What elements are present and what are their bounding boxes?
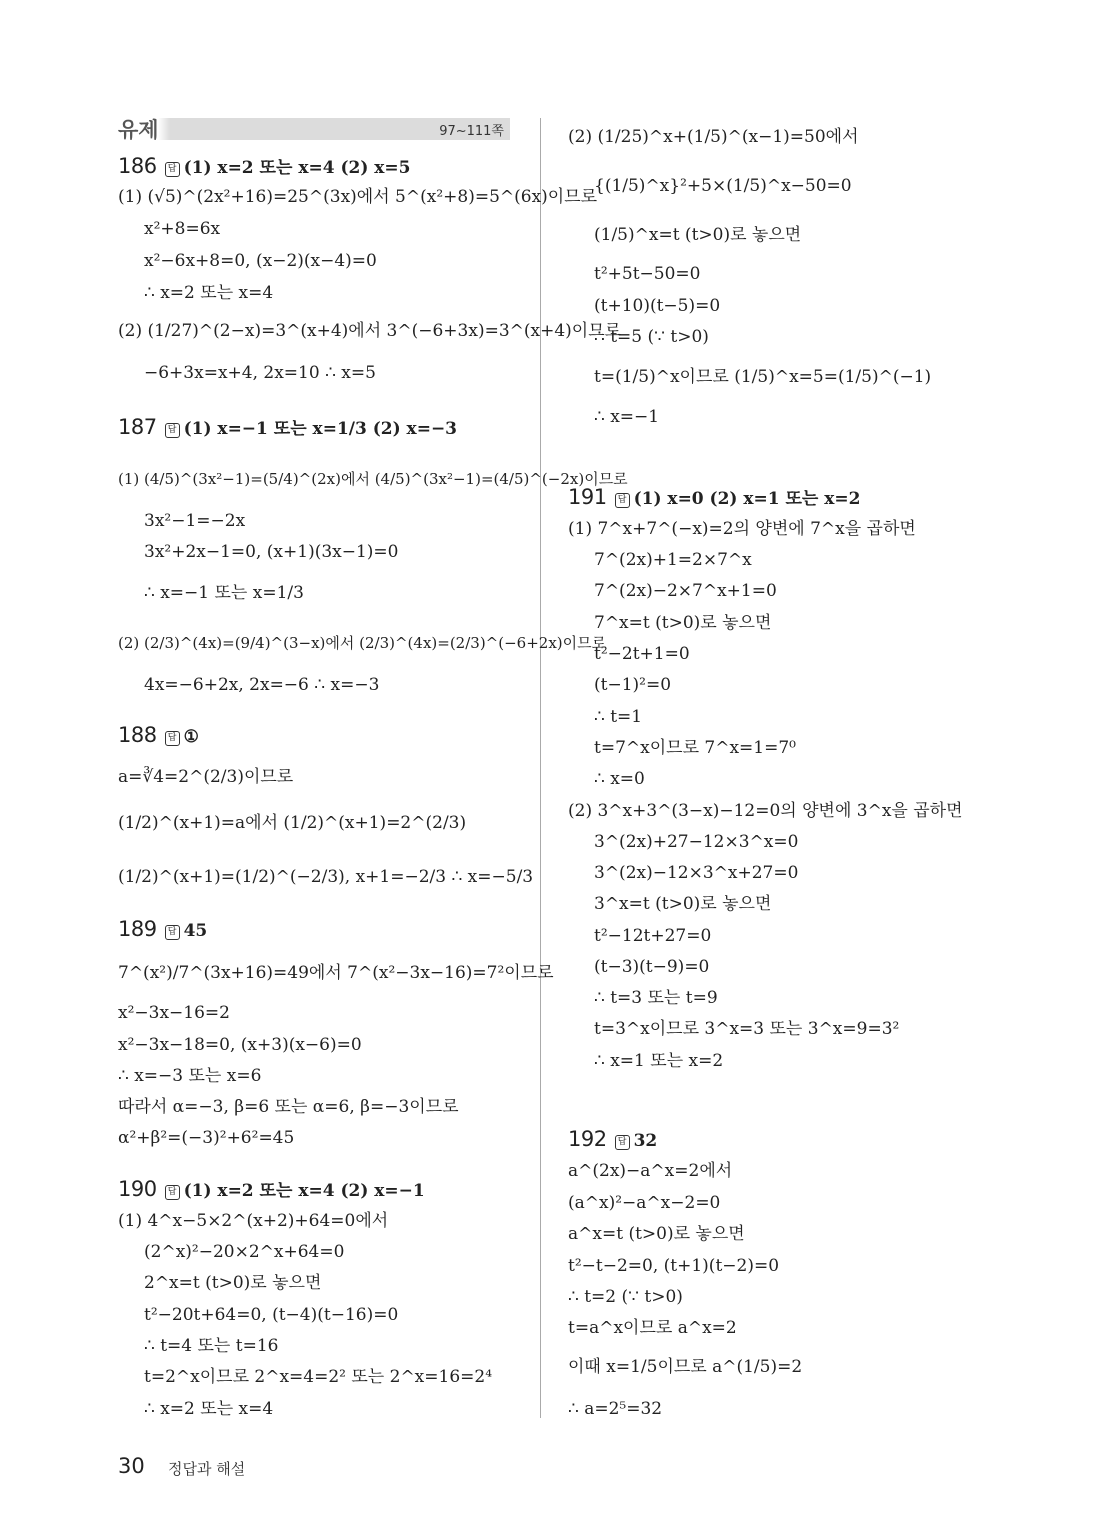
solution-line: ∴ t=2 (∵ t>0) [568,1287,683,1307]
problem-number: 192 [568,1127,607,1151]
answer-badge: 답 [615,493,630,508]
solution-line: −6+3x=x+4, 2x=10 ∴ x=5 [144,363,376,383]
solution-line: (a^x)²−a^x−2=0 [568,1193,721,1213]
solution-line: 2^x=t (t>0)로 놓으면 [144,1273,322,1293]
answer-text: (1) x=2 또는 x=4 (2) x=−1 [183,1181,425,1201]
solution-line: (2) (1/27)^(2−x)=3^(x+4)에서 3^(−6+3x)=3^(x+4)이므로 [118,321,622,341]
column-divider [540,118,541,1418]
problem-number: 189 [118,917,157,941]
solution-line: a=∛4=2^(2/3)이므로 [118,767,294,787]
solution-line: t²−20t+64=0, (t−4)(t−16)=0 [144,1305,399,1325]
solution-line: (t+10)(t−5)=0 [594,296,721,316]
solution-line: t=(1/5)^x이므로 (1/5)^x=5=(1/5)^(−1) [594,367,932,387]
solution-line: ∴ x=−1 [594,407,660,427]
solution-line: a^x=t (t>0)로 놓으면 [568,1224,745,1244]
solution-line: 이때 x=1/5이므로 a^(1/5)=2 [568,1357,803,1377]
solution-line: ∴ x=−1 또는 x=1/3 [144,583,304,603]
section-header-bar [118,118,510,140]
problem-190-heading [118,1176,425,1204]
solution-line: t=a^x이므로 a^x=2 [568,1318,737,1338]
solution-line: 3x²−1=−2x [144,511,246,531]
solution-line: (2) (1/25)^x+(1/5)^(x−1)=50에서 [568,127,859,147]
solution-line: 3^(2x)−12×3^x+27=0 [594,863,799,883]
problem-186-heading [118,153,411,181]
problem-number: 186 [118,154,157,178]
solution-line: (1) (4/5)^(3x²−1)=(5/4)^(2x)에서 (4/5)^(3x²−1)=(4/5)^(−2x)이므로 [118,470,628,488]
solution-line: ∴ x=2 또는 x=4 [144,1399,274,1419]
problem-187-heading [118,414,457,442]
solution-line: 4x=−6+2x, 2x=−6 ∴ x=−3 [144,675,380,695]
solution-line: ∴ a=2⁵=32 [568,1399,663,1419]
solution-line: α²+β²=(−3)²+6²=45 [118,1128,295,1148]
solution-line: ∴ t=4 또는 t=16 [144,1336,279,1356]
solution-line: 3^(2x)+27−12×3^x=0 [594,832,799,852]
answer-badge: 답 [165,731,180,746]
solution-line: ∴ t=1 [594,707,643,727]
solution-line: 7^(2x)+1=2×7^x [594,550,752,570]
answer-text: (1) x=0 (2) x=1 또는 x=2 [633,489,861,509]
solution-line: (2) 3^x+3^(3−x)−12=0의 양변에 3^x을 곱하면 [568,801,963,821]
answer-badge: 답 [165,925,180,940]
solution-line: (1/5)^x=t (t>0)로 놓으면 [594,225,802,245]
problem-number: 191 [568,485,607,509]
answer-text: ① [183,727,199,747]
solution-line: (t−1)²=0 [594,675,672,695]
page-number: 30 [118,1454,145,1478]
solution-line: {(1/5)^x}²+5×(1/5)^x−50=0 [594,176,852,196]
answer-text: (1) x=−1 또는 x=1/3 (2) x=−3 [183,419,458,439]
answer-badge: 답 [615,1135,630,1150]
problem-number: 187 [118,415,157,439]
solution-line: (t−3)(t−9)=0 [594,957,710,977]
problem-192-heading [568,1126,657,1154]
footer-label: 정답과 해설 [168,1460,246,1478]
solution-line: a^(2x)−a^x=2에서 [568,1161,733,1181]
solution-line: 3^x=t (t>0)로 놓으면 [594,894,772,914]
solution-line: (2) (2/3)^(4x)=(9/4)^(3−x)에서 (2/3)^(4x)=(2/3)^(−6+2x)이므로 [118,634,607,652]
solution-line: 7^x=t (t>0)로 놓으면 [594,613,772,633]
solution-line: t²−t−2=0, (t+1)(t−2)=0 [568,1256,780,1276]
solution-line: ∴ t=5 (∵ t>0) [594,327,709,347]
problem-number: 190 [118,1177,157,1201]
answer-text: 32 [633,1131,658,1151]
solution-line: t²−12t+27=0 [594,926,712,946]
solution-line: x²+8=6x [144,219,221,239]
solution-line: (1) (√5)^(2x²+16)=25^(3x)에서 5^(x²+8)=5^(6x)이므로 [118,187,598,207]
answer-badge: 답 [165,423,180,438]
section-title: 유제 [118,118,159,142]
solution-line: t²+5t−50=0 [594,264,701,284]
solution-line: x²−3x−18=0, (x+3)(x−6)=0 [118,1035,362,1055]
solution-line: x²−6x+8=0, (x−2)(x−4)=0 [144,251,377,271]
answer-text: 45 [183,921,208,941]
problem-189-heading [118,916,207,944]
solution-line: t=2^x이므로 2^x=4=2² 또는 2^x=16=2⁴ [144,1367,493,1387]
solution-line: ∴ x=2 또는 x=4 [144,283,274,303]
solution-line: x²−3x−16=2 [118,1003,230,1023]
problem-188-heading [118,722,199,750]
solution-line: ∴ t=3 또는 t=9 [594,988,718,1008]
solution-line: (1/2)^(x+1)=a에서 (1/2)^(x+1)=2^(2/3) [118,813,467,833]
solution-line: (1/2)^(x+1)=(1/2)^(−2/3), x+1=−2/3 ∴ x=−5/3 [118,867,534,887]
solution-line: t=3^x이므로 3^x=3 또는 3^x=9=3² [594,1019,900,1039]
page-range: 97~111쪽 [439,124,504,139]
solution-line: t=7^x이므로 7^x=1=7⁰ [594,738,796,758]
solution-line: ∴ x=1 또는 x=2 [594,1051,724,1071]
solution-line: (1) 7^x+7^(−x)=2의 양변에 7^x을 곱하면 [568,519,916,539]
answer-text: (1) x=2 또는 x=4 (2) x=5 [183,158,411,178]
solution-line: 따라서 α=−3, β=6 또는 α=6, β=−3이므로 [118,1097,459,1117]
answer-badge: 답 [165,1185,180,1200]
solution-line: 3x²+2x−1=0, (x+1)(3x−1)=0 [144,542,399,562]
solution-line: (2^x)²−20×2^x+64=0 [144,1242,345,1262]
answer-badge: 답 [165,162,180,177]
solution-line: ∴ x=−3 또는 x=6 [118,1066,262,1086]
solution-line: 7^(2x)−2×7^x+1=0 [594,581,777,601]
problem-191-heading [568,484,861,512]
solution-line: ∴ x=0 [594,769,645,789]
solution-line: t²−2t+1=0 [594,644,690,664]
problem-number: 188 [118,723,157,747]
solution-line: 7^(x²)/7^(3x+16)=49에서 7^(x²−3x−16)=7²이므로 [118,963,554,983]
solution-line: (1) 4^x−5×2^(x+2)+64=0에서 [118,1211,389,1231]
